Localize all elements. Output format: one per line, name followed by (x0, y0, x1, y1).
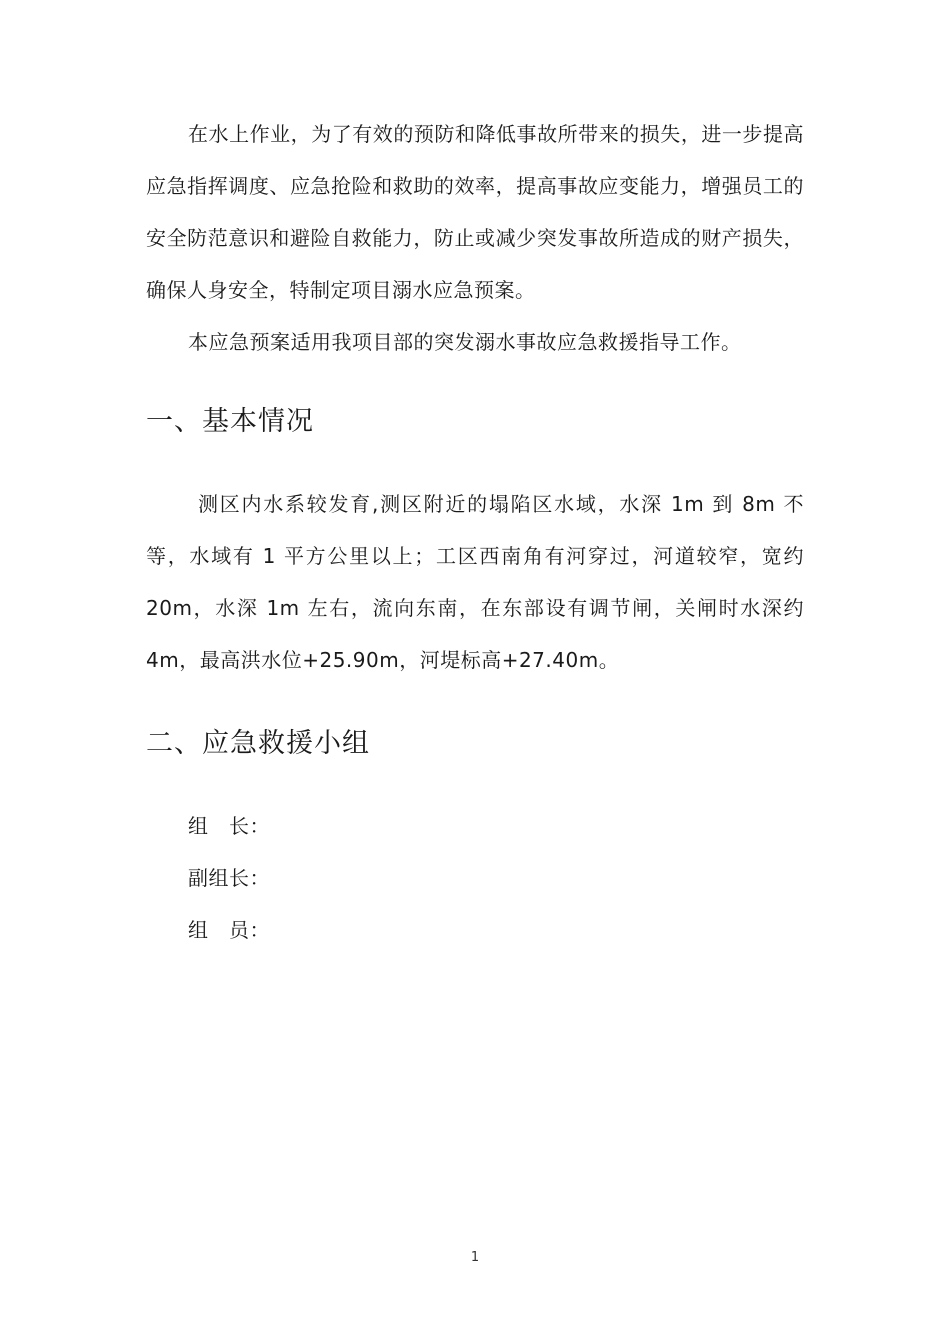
rescue-team-roster (146, 800, 804, 956)
roster-item-deputy-leader: 副组长： (188, 866, 270, 890)
section-heading-rescue-team: 二、应急救援小组 (146, 728, 370, 759)
page-content (146, 108, 804, 956)
roster-item-leader: 组 长： (188, 814, 270, 838)
basic-situation-paragraph: 测区内水系较发育,测区附近的塌陷区水域，水深 1m 到 8m 不等，水域有 1 平方公里以上；工区西南角有河穿过，河道较窄，宽约 20m，水深 1m 左右，流向东南，在东部设有调节闸，关闸时水深约 4m，最高洪水位+25.90m，河堤标高+27.40m。 (146, 492, 804, 672)
intro-paragraph-purpose: 在水上作业，为了有效的预防和降低事故所带来的损失，进一步提高应急指挥调度、应急抢险和救助的效率，提高事故应变能力，增强员工的安全防范意识和避险自救能力，防止或减少突发事故所造成的财产损失，确保人身安全，特制定项目溺水应急预案。 (146, 122, 804, 302)
roster-item-member: 组 员： (188, 918, 270, 942)
section-heading-basic-situation: 一、基本情况 (146, 406, 314, 437)
intro-paragraph-scope: 本应急预案适用我项目部的突发溺水事故应急救援指导工作。 (188, 330, 742, 354)
page-number: 1 (470, 1250, 480, 1265)
